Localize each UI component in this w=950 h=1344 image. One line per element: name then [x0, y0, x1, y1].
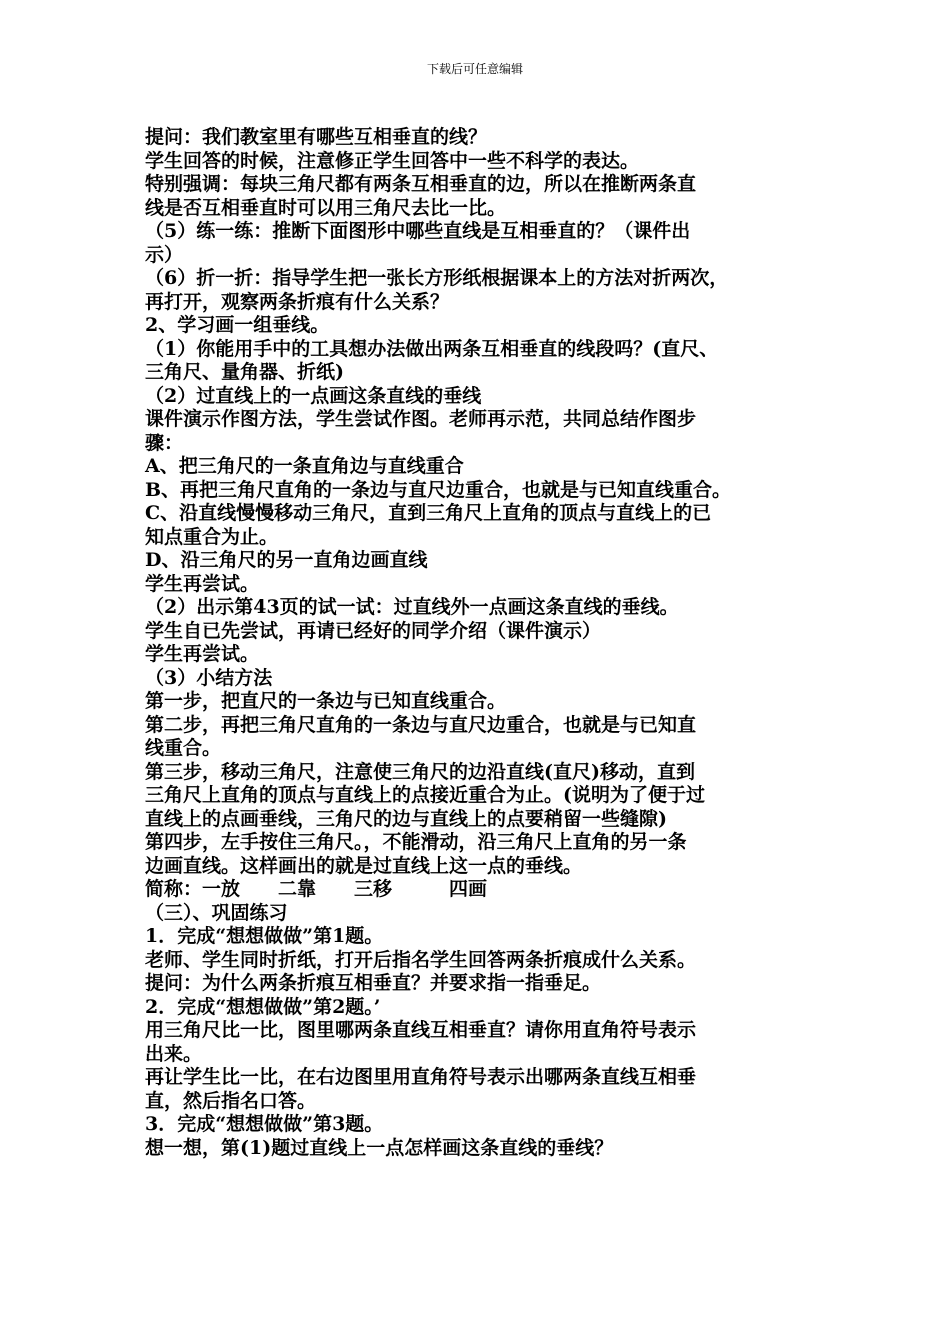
text-line: （2）过直线上的一点画这条直线的垂线: [145, 384, 482, 407]
text-line: 骤：: [145, 431, 184, 454]
text-line: 出来。: [145, 1042, 203, 1065]
text-line: 课件演示作图方法，学生尝试作图。老师再示范，共同总结作图步: [145, 408, 697, 430]
text-line: 2、学习画一组垂线。: [145, 314, 330, 336]
text-line: 第三步，移动三角尺，注意使三角尺的边沿直线(直尺)移动，直到: [145, 760, 695, 783]
text-line: 特别强调：每块三角尺都有两条互相垂直的边，所以在推断两条直: [145, 173, 697, 195]
text-line: （3）小结方法: [145, 666, 273, 689]
text-line: （三）、巩固练习: [145, 901, 288, 924]
text-line: 学生再尝试。: [145, 572, 260, 595]
text-line: 线是否互相垂直时可以用三角尺去比一比。: [145, 196, 507, 219]
text-line: 直，然后指名口答。: [145, 1089, 317, 1112]
text-line: B、再把三角尺直角的一条边与直尺边重合，也就是与已知直线重合。: [145, 478, 732, 501]
text-line: 想一想，第(1)题过直线上一点怎样画这条直线的垂线？: [145, 1136, 614, 1159]
text-line: 学生自已先尝试，再请已经好的同学介绍（课件演示）: [145, 619, 602, 642]
document-body: [145, 126, 815, 1160]
text-line: 1．完成“想想做做”第1题。: [145, 925, 384, 947]
text-line: D、沿三角尺的另一直角边画直线: [145, 549, 428, 571]
text-line: 直线上的点画垂线，三角尺的边与直线上的点要稍留一些缝隙): [145, 807, 667, 830]
text-line: 第四步，左手按住三角尺。，不能滑动，沿三角尺上直角的另一条: [145, 831, 687, 853]
text-line: 学生再尝试。: [145, 643, 260, 665]
text-line: 三角尺上直角的顶点与直线上的点接近重合为止。(说明为了便于过: [145, 784, 705, 806]
text-line: 第二步，再把三角尺直角的一条边与直尺边重合，也就是与已知直: [145, 713, 697, 736]
text-line: 边画直线。这样画出的就是过直线上这一点的垂线。: [145, 854, 583, 877]
text-line: 三角尺、量角器、折纸): [145, 361, 344, 383]
text-line: 再打开，观察两条折痕有什么关系？: [145, 290, 450, 313]
text-line: 简称：一放 二靠 三移 四画: [145, 878, 488, 900]
text-line: 提问：我们教室里有哪些互相垂直的线？: [145, 126, 488, 148]
text-line: （5）练一练：推断下面图形中哪些直线是互相垂直的？（课件出: [145, 220, 691, 242]
text-line: 再让学生比一比，在右边图里用直角符号表示出哪两条直线互相垂: [145, 1066, 697, 1088]
text-line: 提问：为什么两条折痕互相垂直？并要求指一指垂足。: [145, 972, 602, 994]
page-header: 下载后可任意编辑: [426, 62, 523, 76]
text-line: 知点重合为止。: [145, 525, 279, 548]
text-line: 老师、学生同时折纸，打开后指名学生回答两条折痕成什么关系。: [145, 948, 697, 971]
text-line: 示）: [145, 243, 184, 266]
text-line: 第一步，把直尺的一条边与已知直线重合。: [145, 690, 507, 712]
text-line: 线重合。: [145, 737, 222, 759]
text-line: 3．完成“想想做做”第3题。: [145, 1113, 384, 1135]
text-line: 学生回答的时候，注意修正学生回答中一些不科学的表达。: [145, 149, 640, 172]
text-line: A、把三角尺的一条直角边与直线重合: [145, 455, 464, 477]
text-line: （1）你能用手中的工具想办法做出两条互相垂直的线段吗？(直尺、: [145, 337, 719, 360]
text-line: （2）出示第43页的试一试：过直线外一点画这条直线的垂线。: [145, 596, 679, 618]
text-line: C、沿直线慢慢移动三角尺，直到三角尺上直角的顶点与直线上的已: [145, 502, 712, 524]
text-line: （6）折一折：指导学生把一张长方形纸根据课本上的方法对折两次，: [145, 267, 729, 289]
text-line: 2．完成“想想做做”第2题。’: [145, 995, 381, 1018]
text-line: 用三角尺比一比，图里哪两条直线互相垂直？请你用直角符号表示: [145, 1019, 697, 1041]
